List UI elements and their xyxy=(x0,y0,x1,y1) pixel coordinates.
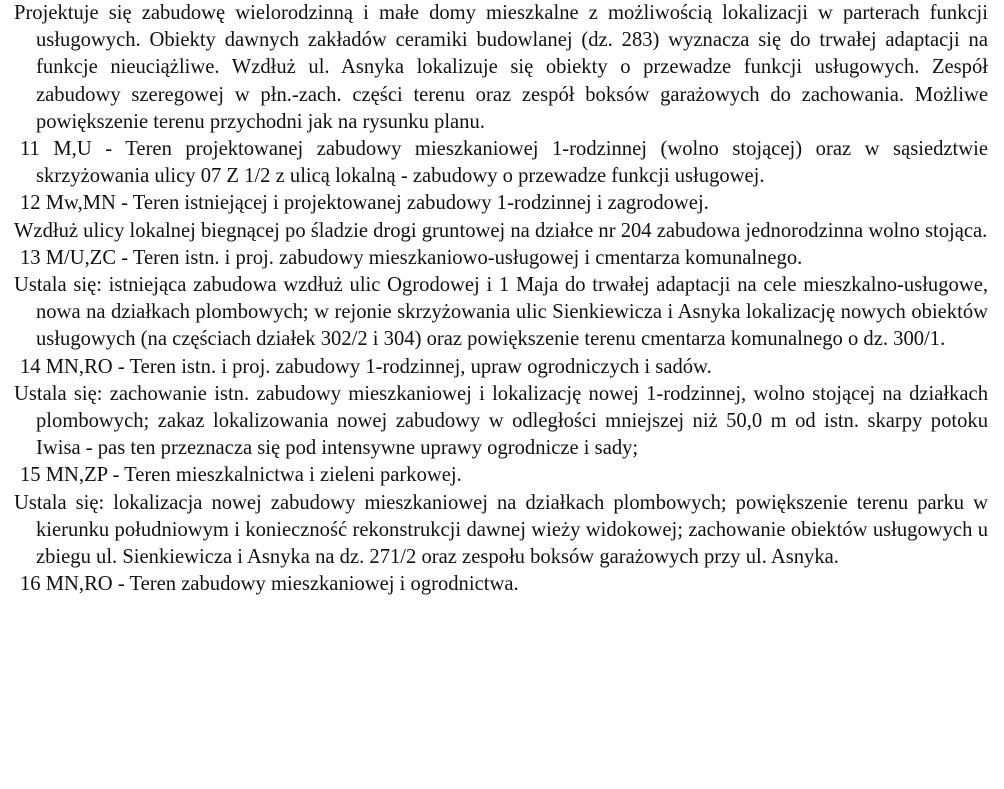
paragraph-intro: Projektuje się zabudowę wielorodzinną i małe domy mieszkalne z możliwością lokalizacji w parterach funkcji usługowych. Obiekty dawnych zakładów ceramiki budowlanej (dz. 283) wyznacza się do trwałej adaptacji na funkcje nieuciążliwe. Wzdłuż ul. Asnyka lokalizuje się obiekty o przewadze funkcji usługowych. Zespół zabudowy szeregowej w płn.-zach. części terenu oraz zespół boksów garażowych do zachowania. Możliwe powiększenie terenu przychodni jak na rysunku planu. xyxy=(14,2,988,133)
heading-14-mn-ro: 14 MN,RO - Teren istn. i proj. zabudowy 1-rodzinnej, upraw ogrodniczych i sadów. xyxy=(20,355,712,378)
paragraph-12: Wzdłuż ulicy lokalnej biegnącej po śladzie drogi gruntowej na działce nr 204 zabudowa jednorodzinna wolno stojąca. xyxy=(14,219,988,242)
heading-12-mw-mn: 12 Mw,MN - Teren istniejącej i projektowanej zabudowy 1-rodzinnej i zagrodowej. xyxy=(20,192,709,215)
paragraph-13: Ustala się: istniejąca zabudowa wzdłuż ulic Ogrodowej i 1 Maja do trwałej adaptacji na cele mieszkalno-usługowe, nowa na działkach plombowych; w rejonie skrzyżowania ulic Sienkiewicza i Asnyka lokalizację nowych obiektów usługowych (na częściach działek 302/2 i 304) oraz powiększenie terenu cmentarza komunalnego o dz. 300/1. xyxy=(14,274,988,351)
heading-15-mn-zp: 15 MN,ZP - Teren mieszkalnictwa i zieleni parkowej. xyxy=(20,464,462,487)
heading-16-mn-ro: 16 MN,RO - Teren zabudowy mieszkaniowej i ogrodnictwa. xyxy=(20,573,519,596)
paragraph-14: Ustala się: zachowanie istn. zabudowy mieszkaniowej i lokalizację nowej 1-rodzinnej, wolno stojącej na działkach plombowych; zakaz lokalizowania nowej zabudowy w odległości mniejszej niż 50,0 m od istn. skarpy potoku Iwisa - pas ten przeznacza się pod intensywne uprawy ogrodnicze i sady; xyxy=(14,382,988,460)
heading-13-mu-zc: 13 M/U,ZC - Teren istn. i proj. zabudowy mieszkaniowo-usługowej i cmentarza komunalnego. xyxy=(20,246,803,269)
heading-11-mu: 11 M,U - Teren projektowanej zabudowy mieszkaniowej 1-rodzinnej (wolno stojącej) oraz w sąsiedztwie skrzyżowania ulicy 07 Z 1/2 z ulicą lokalną - zabudowy o przewadze funkcji usługowej. xyxy=(20,138,988,188)
paragraph-15: Ustala się: lokalizacja nowej zabudowy mieszkaniowej na działkach plombowych; powiększenie terenu parku w kierunku południowym i konieczność rekonstrukcji dawnej wieży widokowej; zachowanie obiektów usługowych u zbiegu ul. Sienkiewicza i Asnyka na dz. 271/2 oraz zespołu boksów garażowych przy ul. Asnyka. xyxy=(14,491,988,569)
document-page xyxy=(14,0,988,598)
